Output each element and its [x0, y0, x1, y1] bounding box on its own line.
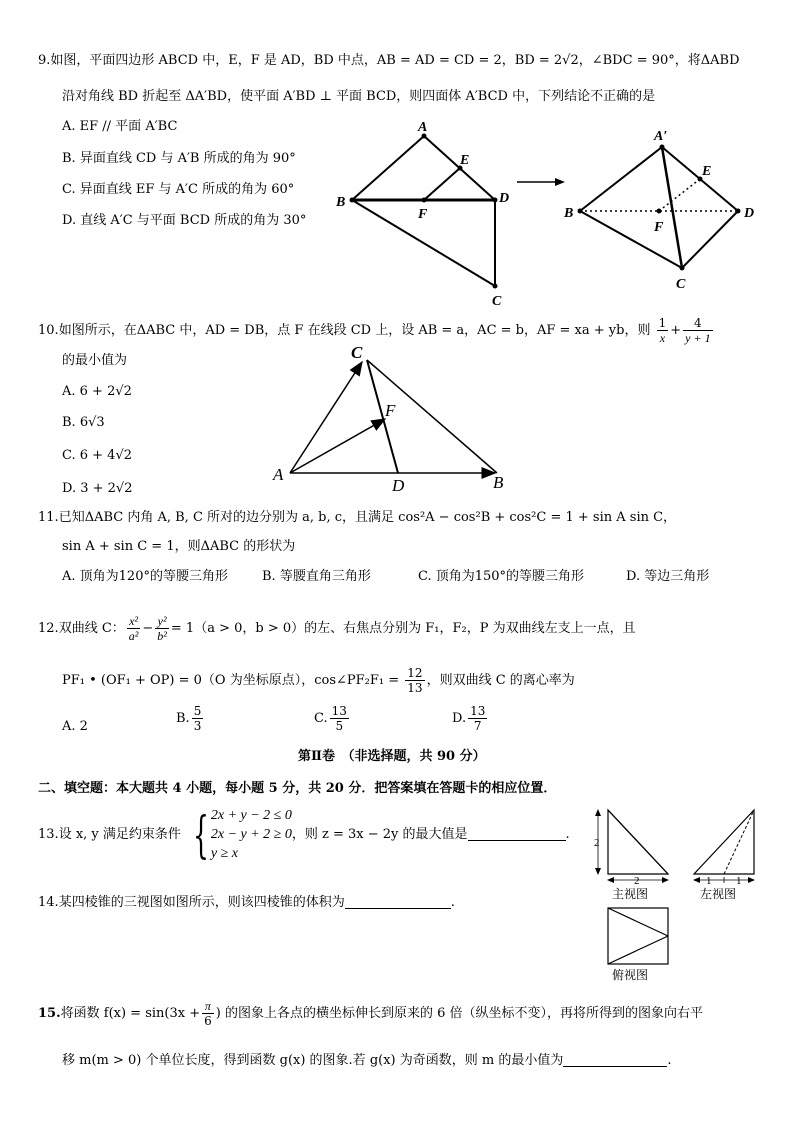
q11-line2: sin A + sin C = 1，则ΔABC 的形状为	[62, 539, 296, 554]
q13-answer-blank[interactable]	[468, 826, 566, 841]
label-b: B	[336, 195, 346, 210]
label-c: C	[492, 294, 502, 309]
q12-text-2a: PF₁ • (OF₁ + OP) = 0（O 为坐标原点），cos∠PF₂F₁ =	[62, 673, 400, 688]
q13-number: 13.	[38, 827, 59, 842]
label-e: E	[702, 164, 712, 179]
edge-ab	[352, 136, 424, 200]
q11-line1	[38, 509, 676, 527]
q9-option-a: A. EF // 平面 A′BC	[62, 119, 178, 134]
q12-minus: −	[142, 621, 154, 636]
q9-option-c: C. 异面直线 EF 与 A′C 所成的角为 60°	[62, 182, 295, 197]
q12-frac-x2-a2: $\frac{\text{x²}}{\text{a²}}$	[128, 614, 139, 643]
q10-line2: 的最小值为	[62, 353, 128, 368]
q9-option-d: D. 直线 A′C 与平面 BCD 所成的角为 30°	[62, 213, 307, 228]
q15-number: 15.	[38, 1006, 61, 1021]
top-view-shape	[608, 908, 668, 964]
label-a: A	[418, 120, 428, 135]
q15-frac-pi-6: $\frac{\pi}{6}$	[204, 999, 212, 1028]
q15-text-1b: ) 的图象上各点的横坐标伸长到原来的 6 倍（纵坐标不变），再将所得到的图象向右平	[215, 1006, 703, 1021]
q14-text: 某四棱锥的三视图如图所示，则该四棱锥的体积为	[58, 895, 345, 910]
q11-option-b: B. 等腰直角三角形	[262, 569, 371, 584]
label-f: F	[385, 401, 396, 420]
q10-plus: +	[670, 323, 682, 338]
q12-number: 12.	[38, 621, 59, 636]
q12-frac-y2-b2: $\frac{\text{y²}}{\text{b²}}$	[157, 614, 167, 643]
q9-option-b: B. 异面直线 CD 与 A′B 所成的角为 90°	[62, 151, 296, 166]
q10-option-c: C. 6 + 4√2	[62, 448, 133, 463]
side-view-hidden-edge	[724, 810, 754, 874]
label-c: C	[676, 277, 686, 292]
label-d: D	[499, 191, 510, 206]
top-view-label: 俯视图	[612, 968, 649, 982]
q9-line1	[38, 52, 740, 70]
q10-option-a: A. 6 + 2√2	[62, 384, 132, 399]
label-f: F	[418, 207, 428, 222]
side-right-label: 1	[736, 875, 742, 887]
side-view-shape	[694, 810, 754, 874]
q9-text-1: 如图，平面四边形 ABCD 中，E，F 是 AD，BD 中点，AB = AD = CD = 2，BD = 2√2，∠BDC = 90°，将ΔABD	[50, 53, 740, 68]
q11-number: 11.	[38, 510, 59, 525]
label-d: D	[744, 206, 755, 221]
front-view-label: 主视图	[612, 887, 649, 901]
side-left-label: 1	[706, 875, 712, 887]
height-label: 2	[594, 837, 600, 849]
q12-text-1b: = 1（a > 0，b > 0）的左、右焦点分别为 F₁，F₂，P 为双曲线左支上一点，且	[170, 621, 636, 636]
q10-option-d: D. 3 + 2√2	[62, 481, 133, 496]
q13-line: 13.设 x, y 满足约束条件 { 2x + y − 2 ≤ 0 2x − y + 2 ≥ 0 y ≥ x，则 z = 3x − 2y 的最大值是 .	[38, 805, 570, 864]
label-b: B	[493, 473, 504, 492]
q11-text-1: 已知ΔABC 内角 A, B, C 所对的边分别为 a, b, c，且满足 cos²A − cos²B + cos²C = 1 + sin A sin C，	[58, 510, 677, 525]
segment-ef-hidden	[659, 179, 700, 211]
q14-answer-blank[interactable]	[345, 894, 451, 909]
part-2-heading: 二、填空题：本大题共 4 小题，每小题 5 分，共 20 分．把答案填在答题卡的相应位置．	[38, 781, 557, 796]
vector-ac	[290, 362, 362, 473]
q13-text-a: 设 x, y 满足约束条件	[58, 827, 181, 842]
q12-line1	[38, 612, 636, 646]
q9-figure-planar	[330, 118, 520, 313]
width-label: 2	[634, 875, 640, 887]
label-f: F	[654, 220, 664, 235]
edge-ab	[580, 147, 662, 211]
segment-ef	[424, 168, 460, 200]
edge-ac	[662, 147, 682, 268]
label-d: D	[392, 476, 405, 495]
q12-option-b: B. $\frac{5}{3}$	[176, 704, 202, 733]
q10-number: 10.	[38, 323, 59, 338]
q9-line2: 沿对角线 BD 折起至 ΔA′BD，使平面 A′BD ⊥ 平面 BCD，则四面体 A′BCD 中，下列结论不正确的是	[62, 89, 656, 104]
q11-option-d: D. 等边三角形	[626, 569, 710, 584]
q13-text-b: ，则 z = 3x − 2y 的最大值是	[291, 827, 468, 842]
label-e: E	[460, 153, 470, 168]
label-a-prime: A′	[654, 129, 668, 144]
vector-af	[290, 419, 385, 473]
q12-option-d: D. $\frac{13}{7}$	[452, 704, 486, 733]
q9-figure-tetrahedron	[558, 125, 763, 295]
q15-line1	[38, 996, 703, 1032]
q12-option-c: C. $\frac{13}{5}$	[314, 704, 347, 733]
q10-figure-triangle	[265, 340, 515, 495]
q9-number: 9.	[38, 53, 51, 68]
q15-answer-blank[interactable]	[563, 1052, 667, 1067]
q14-number: 14.	[38, 895, 59, 910]
label-b: B	[564, 206, 574, 221]
q14-line: 14.某四棱锥的三视图如图所示，则该四棱锥的体积为 .	[38, 895, 455, 910]
label-c: C	[351, 343, 363, 362]
q15-text-2: 移 m(m > 0) 个单位长度，得到函数 g(x) 的图象.若 g(x) 为奇函数，则 m 的最小值为	[62, 1053, 564, 1068]
q15-text-1a: 将函数 f(x) = sin(3x +	[60, 1006, 201, 1021]
q12-text-1a: 双曲线 C：	[58, 621, 125, 636]
label-a: A	[273, 465, 284, 484]
side-view-label: 左视图	[700, 887, 737, 901]
section-2-title: 第Ⅱ卷 （非选择题，共 90 分）	[298, 749, 486, 764]
q10-frac-1-over-x: $\frac{1}{x}$	[658, 316, 667, 345]
three-views-figure	[584, 806, 774, 986]
edge-bc	[580, 211, 682, 268]
q13-constraints: 2x + y − 2 ≤ 0 2x − y + 2 ≥ 0 y ≥ x	[210, 808, 292, 861]
q15-line2: 移 m(m > 0) 个单位长度，得到函数 g(x) 的图象.若 g(x) 为奇函数，则 m 的最小值为 .	[62, 1053, 672, 1068]
q10-frac-4-over-y1: $\frac{4}{y + 1}$	[685, 316, 711, 345]
q12-text-2b: ，则双曲线 C 的离心率为	[426, 673, 575, 688]
q11-option-a: A. 顶角为120°的等腰三角形	[62, 569, 228, 584]
edge-dc	[682, 211, 738, 268]
q12-line2	[62, 664, 575, 698]
q11-option-c: C. 顶角为150°的等腰三角形	[418, 569, 585, 584]
q12-frac-12-13: $\frac{12}{13}$	[407, 666, 423, 695]
q10-text-1: 如图所示，在ΔABC 中，AD = DB，点 F 在线段 CD 上，设 AB = a，AC = b，AF = xa + yb，则	[58, 323, 651, 338]
q10-option-b: B. 6√3	[62, 415, 105, 430]
q12-option-a: A. 2	[62, 719, 88, 734]
